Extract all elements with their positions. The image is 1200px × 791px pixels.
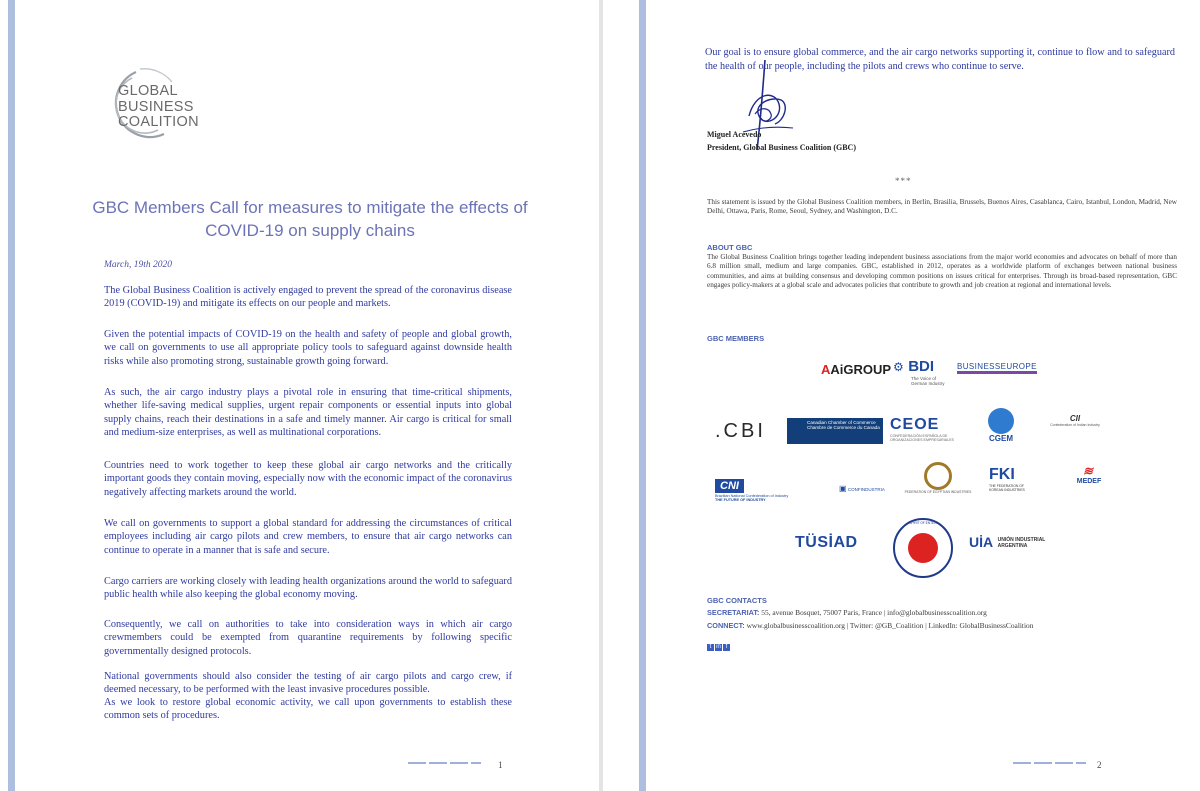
document-page-1 xyxy=(0,0,599,791)
separator: *** xyxy=(895,176,912,186)
medef-logo-text: MEDEF xyxy=(1076,478,1102,485)
about-text: The Global Business Coalition brings together leading independent business associations from the major world economies and advocates on behalf of more than 6.8 million small, medium and large companies. GBC, established in 2012, operates as a worldwide platform of exchanges between national business communities, and aims at building consensus and developing common positions on issues critical for enterprises. Through its broad-based representation, GBC engages policy-makers at a global scale and advocates policies that contribute to growth and job creation at regional and international levels. xyxy=(707,253,1177,289)
signatory-name: Miguel Acevedo xyxy=(707,130,762,139)
aigroup-logo: AAiGROUP xyxy=(821,362,892,377)
title-line-1: GBC Members Call for measures to mitigate the effects of xyxy=(92,198,528,217)
connect-label: CONNECT: xyxy=(707,621,745,630)
cni-logo xyxy=(715,476,825,502)
page-footer-dashes xyxy=(408,762,484,765)
confindustria-logo: ▣ CONFINDUSTRIA xyxy=(839,484,885,493)
logo-line-business: BUSINESS xyxy=(118,98,194,115)
page-number: 1 xyxy=(498,760,503,770)
paragraph-9: As we look to restore global economic activity, we call upon governments to establish these common sets of procedures. xyxy=(104,697,512,722)
secretariat-line xyxy=(707,608,987,617)
paragraph-1: The Global Business Coalition is actively engaged to prevent the spread of the coronavirus disease 2019 (COVID-19) and mitigate its effects on our people and markets. xyxy=(104,285,512,310)
paragraph-5: We call on governments to support a global standard for addressing the circumstances of critical employees including air cargo pilots and crew members, to ensure that air cargo networks can continue to operate in a manner that is safe and secure. xyxy=(104,518,512,556)
us-chamber-logo-text: THE SPIRIT OF ENTERPRISE xyxy=(901,521,947,525)
paragraph-8: National governments should also consider the testing of air cargo pilots and cargo crew, if deemed necessary, to be performed with the least invasive procedures possible. xyxy=(104,671,512,696)
aigroup-logo-text: AiGROUP xyxy=(830,362,892,377)
logo-line-global: GLOBAL xyxy=(118,83,178,99)
page-number: 2 xyxy=(1097,760,1102,770)
canada-chamber-en: Canadian Chamber of Commerce xyxy=(807,420,876,425)
cbi-logo: .CBI xyxy=(715,420,766,442)
cgem-logo-text: CGEM xyxy=(989,434,1013,443)
medef-logo: ≋ MEDEF xyxy=(1069,464,1109,485)
secretariat-value: 55, avenue Bosquet, 75007 Paris, France | info@globalbusinesscoalition.org xyxy=(761,608,987,617)
ceoe-logo-subtext: CONFEDERACIÓN ESPAÑOLA DE ORGANIZACIONES EMPRESARIALES xyxy=(890,434,954,442)
twitter-icon[interactable]: t xyxy=(707,644,714,651)
fei-logo-text: FEDERATION OF EGYPTIAN INDUSTRIES xyxy=(904,490,972,494)
ceoe-logo-text: CEOE xyxy=(890,416,940,433)
goal-statement: Our goal is to ensure global commerce, and the air cargo networks supporting it, continue to flow and to safeguard the health of our people, including the pilots and crews who continue to serve. xyxy=(705,47,1175,72)
paragraph-2: Given the potential impacts of COVID-19 on the health and safety of people and global growth, we call on governments to use all appropriate policy tools to safeguard against downside health risks while also promoting strong, sustainable growth going forward. xyxy=(104,329,512,367)
confindustria-logo-text: CONFINDUSTRIA xyxy=(847,487,885,492)
cgem-logo xyxy=(978,408,1024,443)
fei-logo xyxy=(903,462,973,494)
secretariat-label: SECRETARIAT: xyxy=(707,608,760,617)
facebook-icon[interactable]: f xyxy=(723,644,730,651)
fki-logo-subtext: THE FEDERATION OF KOREAN INDUSTRIES xyxy=(989,484,1025,492)
cni-logo-subtext-2: THE FUTURE OF INDUSTRY xyxy=(715,498,766,502)
bdi-logo-subtext: The Voice of German Industry xyxy=(911,376,945,386)
signature-icon xyxy=(735,56,799,154)
tusiad-logo: TÜSİAD xyxy=(795,534,858,551)
uia-logo-text: UNIÓN INDUSTRIAL ARGENTINA xyxy=(997,536,1046,549)
fki-logo-text: FKI xyxy=(989,466,1015,483)
title-line-2: COVID-19 on supply chains xyxy=(205,221,415,240)
cni-logo-text: CNI xyxy=(715,479,744,493)
uia-logo: UİA UNIÓN INDUSTRIAL ARGENTINA xyxy=(969,534,1060,552)
logo-line-coalition: COALITION xyxy=(118,114,199,130)
about-heading: ABOUT GBC xyxy=(707,243,753,252)
signatory-title: President, Global Business Coalition (GBC) xyxy=(707,143,856,152)
statement-text: This statement is issued by the Global Business Coalition members, in Berlin, Brasilia, Brussels, Buenos Aires, Casablanca, Cairo, Istanbul, London, Madrid, New Delhi, Ottawa, Paris, Rome, Seoul, Sydney, and Washington, D.C. xyxy=(707,198,1177,216)
document-title xyxy=(60,196,560,242)
gbc-logo-text xyxy=(118,84,199,131)
members-heading: GBC MEMBERS xyxy=(707,334,765,343)
cii-logo xyxy=(1046,414,1104,427)
connect-value: www.globalbusinesscoalition.org | Twitter: @GB_Coalition | LinkedIn: GlobalBusinessCoalition xyxy=(746,621,1034,630)
linkedin-icon[interactable]: in xyxy=(716,644,721,650)
ceoe-logo xyxy=(890,416,960,442)
connect-line xyxy=(707,621,1033,630)
paragraph-7: Consequently, we call on authorities to take into consideration ways in which air cargo crewmembers could be exempted from quarantine requirements by following specific governmentally designed protocols. xyxy=(104,619,512,657)
page-footer-dashes xyxy=(1013,762,1089,765)
cni-logo-subtext: Brazilian National Confederation of Industry xyxy=(715,494,789,498)
social-icons xyxy=(707,635,731,653)
us-chamber-logo xyxy=(893,518,953,578)
paragraph-4: Countries need to work together to keep these global air cargo networks and the critically important goods they contain moving, especially now with the economic impact of the coronavirus negatively affecting markets around the world. xyxy=(104,460,512,498)
bdi-logo: ⚙ BDI The Voice of German Industry xyxy=(893,358,953,386)
paragraph-6: Cargo carriers are working closely with leading health organizations around the world to safeguard public health while also keeping the global economy moving. xyxy=(104,576,512,601)
page-sidebar-stripe xyxy=(8,0,15,791)
bdi-logo-text: BDI xyxy=(908,358,935,375)
page-sidebar-stripe xyxy=(639,0,646,791)
paragraph-3: As such, the air cargo industry plays a pivotal role in ensuring that time-critical shipments, whether life-saving medical supplies, urgent repair components or essential inputs into global supply chains, reach their destinations in a safe and timely manner. Air cargo is critical for small and medium-size enterprises, as well as multinational corporations. xyxy=(104,387,512,439)
document-page-2 xyxy=(603,0,1200,791)
contacts-heading: GBC CONTACTS xyxy=(707,596,767,605)
cii-logo-text: CII xyxy=(1069,414,1081,423)
cii-logo-subtext: Confederation of Indian Industry xyxy=(1050,423,1100,427)
businesseurope-logo: BUSINESSEUROPE xyxy=(957,362,1037,374)
fki-logo xyxy=(989,466,1039,492)
canada-chamber-fr: Chambre de Commerce du Canada xyxy=(807,425,880,431)
document-date: March, 19th 2020 xyxy=(104,260,172,270)
canada-chamber-logo xyxy=(787,418,883,444)
